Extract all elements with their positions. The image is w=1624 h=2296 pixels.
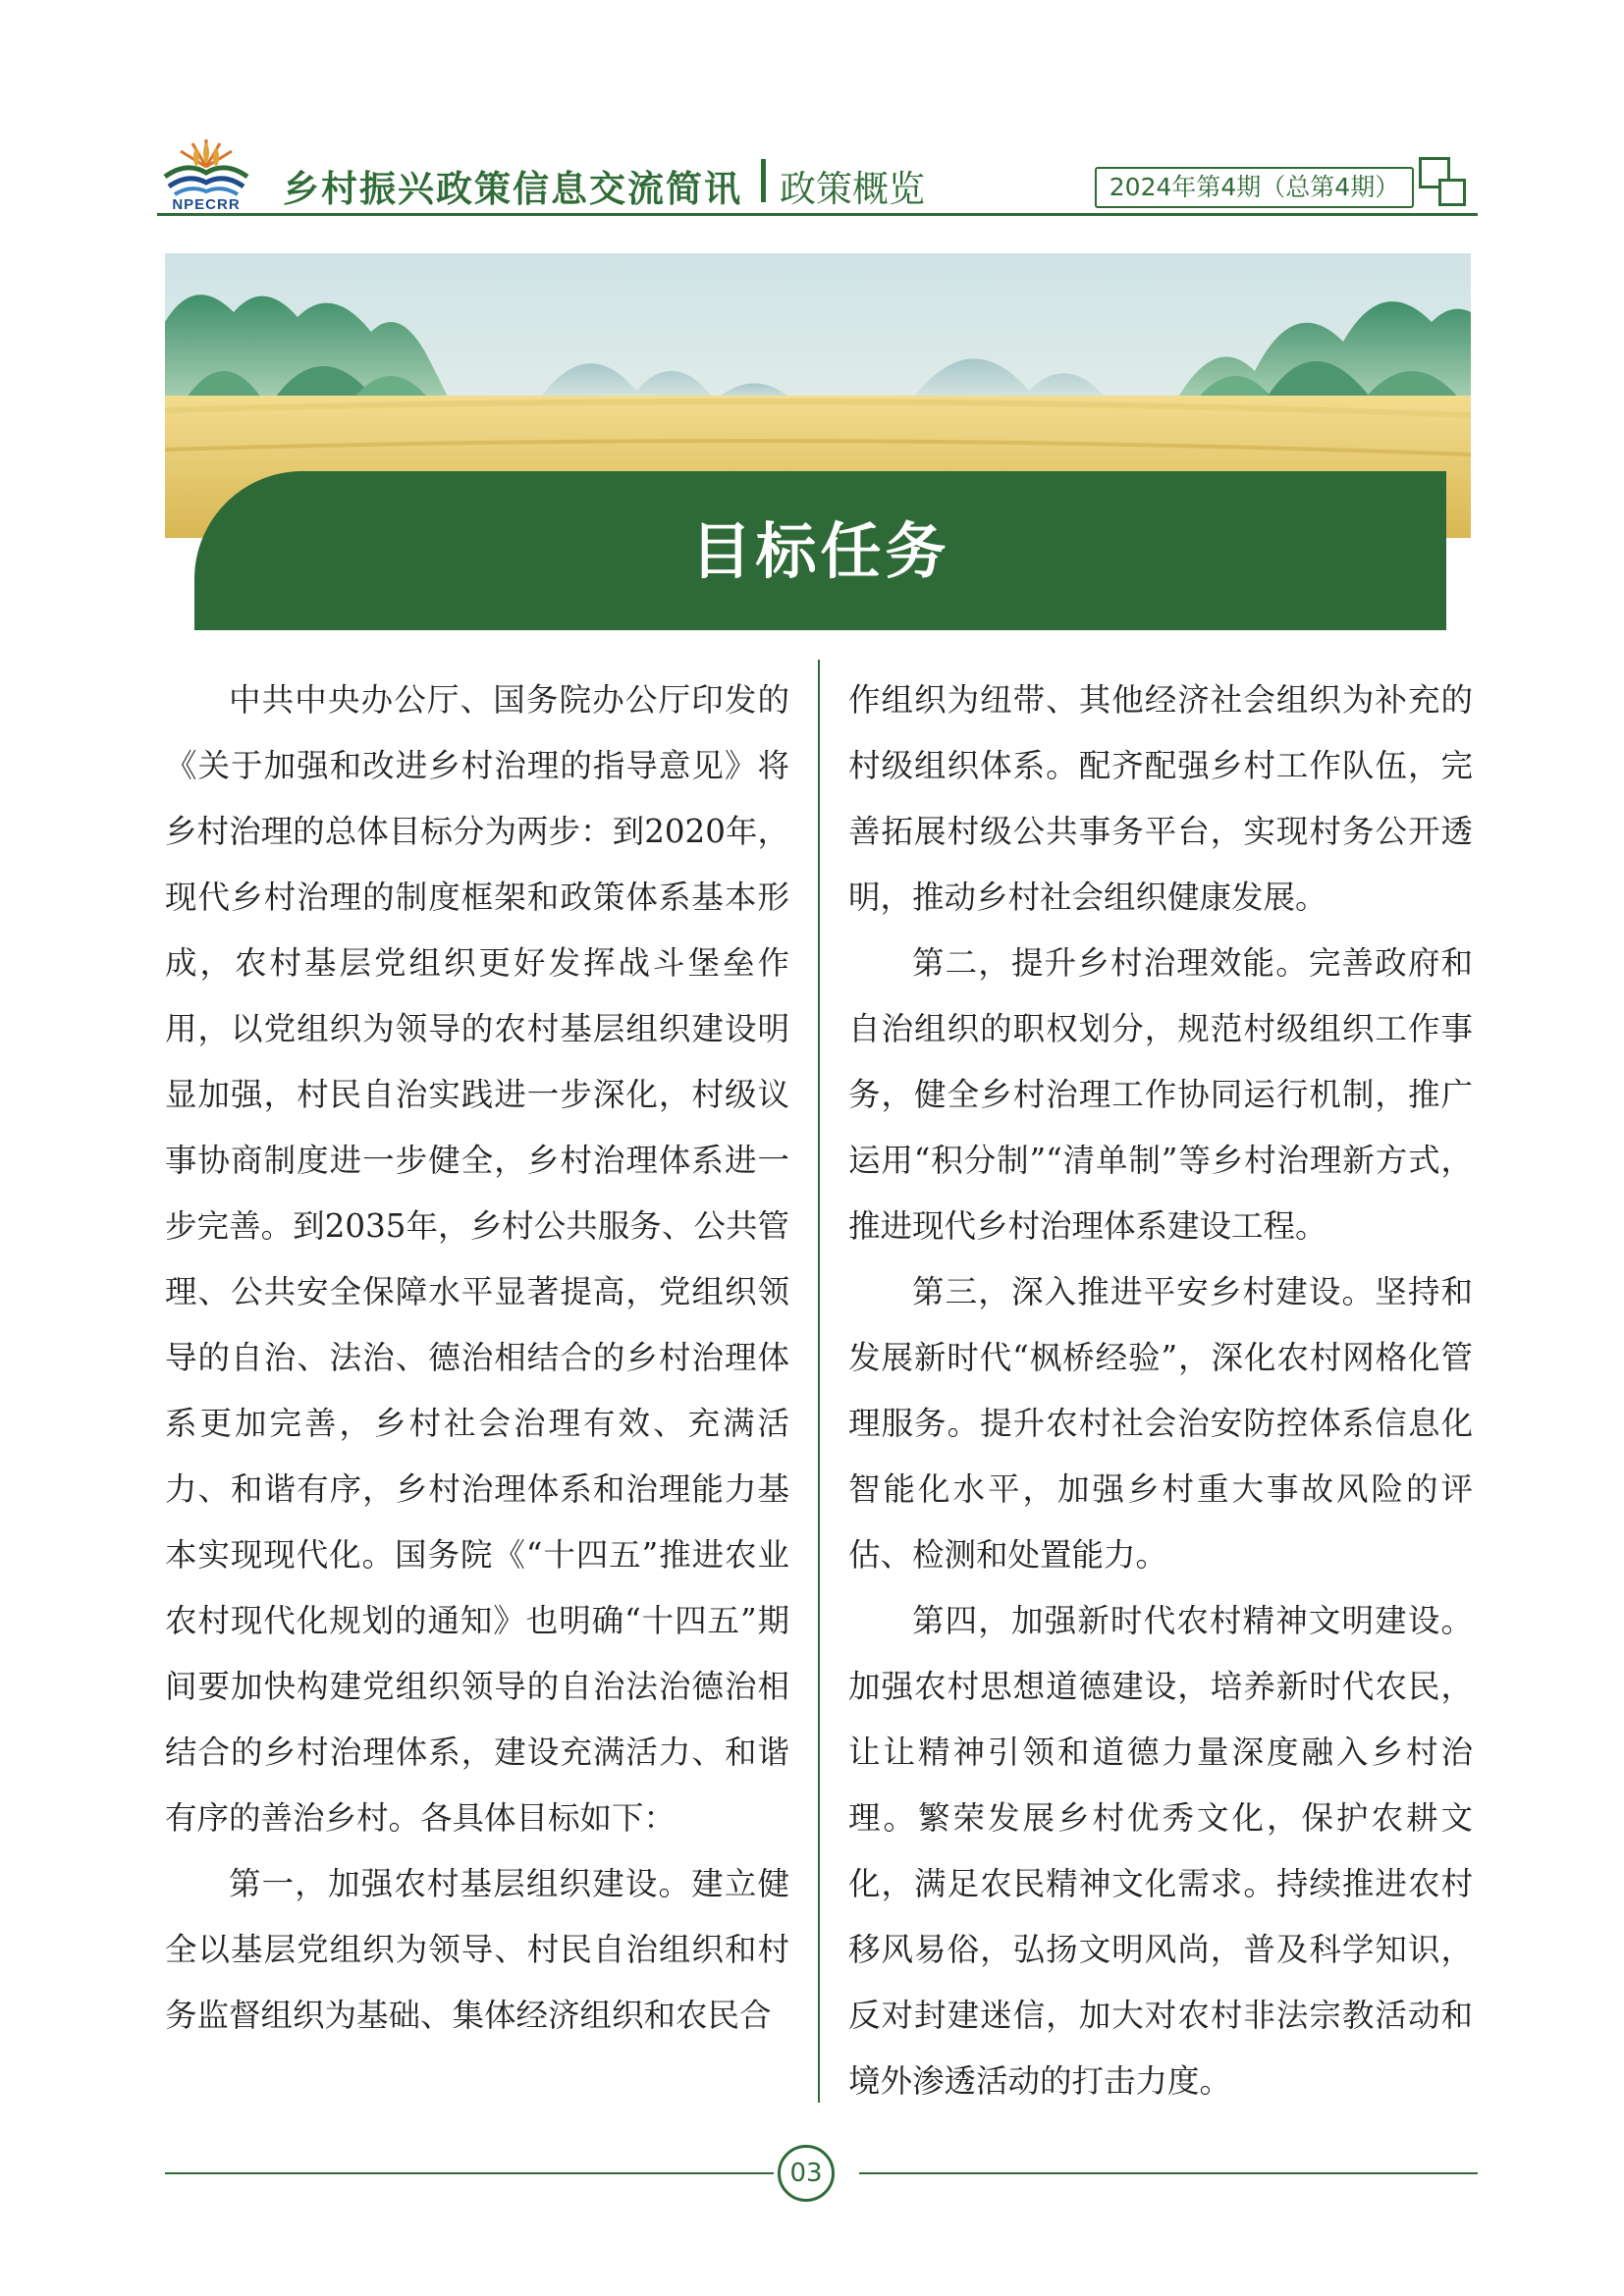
column-divider	[818, 660, 820, 2103]
paragraph: 第二，提升乡村治理效能。完善政府和自治组织的职权划分，规范村级组织工作事务，健全乡村治理工作协同运行机制，推广运用“积分制”“清单制”等乡村治理新方式，推进现代乡村治理体系建设工程。	[848, 944, 1473, 1245]
paragraph: 第一，加强农村基层组织建设。建立健全以基层党组织为领导、村民自治组织和村务监督组织为基础、集体经济组织和农民合	[165, 1865, 789, 2034]
title-separator	[761, 159, 766, 202]
section-title-band	[194, 471, 1446, 630]
section-title: 目标任务	[690, 515, 950, 587]
paragraph: 中共中央办公厅、国务院办公厅印发的《关于加强和改进乡村治理的指导意见》将乡村治理的总体目标分为两步：到2020年，现代乡村治理的制度框架和政策体系基本形成，农村基层党组织更好发挥战斗堡垒作用，以党组织为领导的农村基层组织建设明显加强，村民自治实践进一步深化，村级议事协商制度进一步健全，乡村治理体系进一步完善。到2035年，乡村公共服务、公共管理、公共安全保障水平显著提高，党组织领导的自治、法治、德治相结合的乡村治理体系更加完善，乡村社会治理有效、充满活力、和谐有序，乡村治理体系和治理能力基本实现现代化。国务院《“十四五”推进农业农村现代化规划的通知》也明确“十四五”期间要加快构建党组织领导的自治法治德治相结合的乡村治理体系，建设充满活力、和谐有序的善治乡村。各具体目标如下：	[165, 681, 789, 1837]
paragraph: 第四，加强新时代农村精神文明建设。加强农村思想道德建设，培养新时代农民，让让精神引领和道德力量深度融入乡村治理。繁荣发展乡村优秀文化，保护农耕文化，满足农民精神文化需求。持续推进农村移风易俗，弘扬文明风尚，普及科学知识，反对封建迷信，加大对农村非法宗教活动和境外渗透活动的打击力度。	[848, 1602, 1473, 2100]
paragraph: 第三，深入推进平安乡村建设。坚持和发展新时代“枫桥经验”，深化农村网格化管理服务。提升农村社会治安防控体系信息化智能化水平，加强乡村重大事故风险的评估、检测和处置能力。	[848, 1273, 1473, 1574]
publication-title: 乡村振兴政策信息交流简讯	[283, 168, 742, 210]
logo-text: NPECRR	[172, 196, 241, 213]
footer-rule	[859, 2172, 1478, 2174]
right-column	[848, 667, 1473, 2114]
corner-square-icon	[1438, 179, 1466, 206]
left-column	[165, 667, 789, 2049]
npecrr-logo	[157, 137, 255, 220]
header-rule	[157, 213, 1478, 216]
section-name: 政策概览	[780, 168, 925, 210]
page-header	[157, 137, 1478, 221]
footer-rule	[165, 2172, 774, 2174]
paragraph: 作组织为纽带、其他经济社会组织为补充的村级组织体系。配齐配强乡村工作队伍，完善拓展村级公共事务平台，实现村务公开透明，推动乡村社会组织健康发展。	[848, 681, 1473, 916]
issue-label: 2024年第4期（总第4期）	[1095, 167, 1414, 208]
page-number: 03	[778, 2145, 835, 2202]
logo-emblem-icon	[157, 137, 255, 198]
